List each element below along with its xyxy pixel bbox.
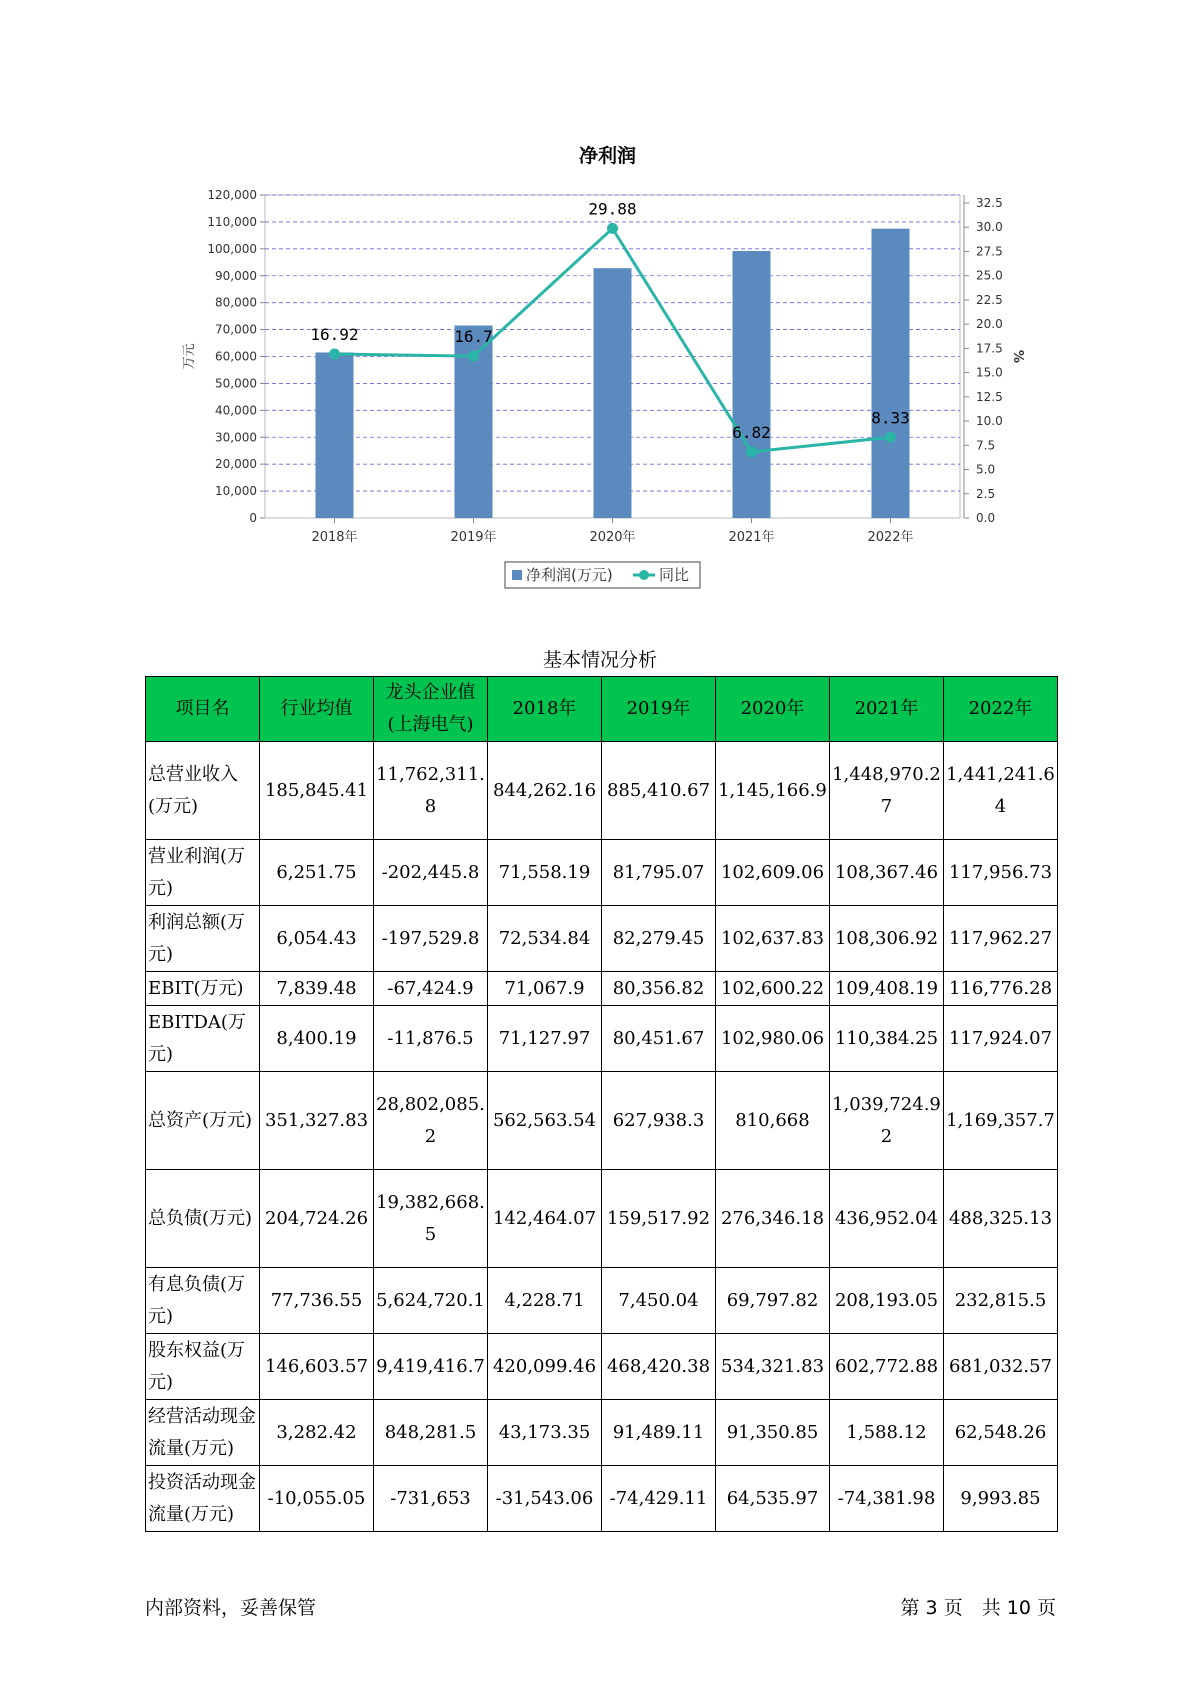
y-tick-label: 50,000 <box>215 376 257 391</box>
value-cell: 71,558.19 <box>488 840 602 906</box>
header-cell: 2021年 <box>830 677 944 742</box>
y2-tick-label: 25.0 <box>976 268 1003 283</box>
page-number: 3 <box>925 1597 938 1619</box>
yoy-point <box>607 223 618 234</box>
row-label-cell: 营业利润(万元) <box>146 840 260 906</box>
value-cell: 420,099.46 <box>488 1334 602 1400</box>
yoy-data-label: 29.88 <box>588 199 637 219</box>
row-label-cell: 股东权益(万元) <box>146 1334 260 1400</box>
y-tick-label: 40,000 <box>215 403 257 418</box>
value-cell: 208,193.05 <box>830 1268 944 1334</box>
value-cell: 1,039,724.92 <box>830 1072 944 1170</box>
y2-tick-label: 7.5 <box>976 438 996 453</box>
value-cell: 1,441,241.64 <box>944 742 1058 840</box>
y2-tick-label: 27.5 <box>976 244 1003 259</box>
y-tick-label: 80,000 <box>215 295 257 310</box>
legend-bar-swatch <box>512 570 522 580</box>
y-tick-label: 10,000 <box>215 484 257 499</box>
value-cell: 534,321.83 <box>716 1334 830 1400</box>
value-cell: 204,724.26 <box>260 1170 374 1268</box>
row-label-cell: EBIT(万元) <box>146 972 260 1006</box>
page-total: 10 <box>1006 1597 1031 1619</box>
value-cell: 1,145,166.9 <box>716 742 830 840</box>
value-cell: -31,543.06 <box>488 1466 602 1532</box>
page-suffix: 页 <box>1036 1597 1056 1619</box>
value-cell: 1,448,970.27 <box>830 742 944 840</box>
value-cell: 109,408.19 <box>830 972 944 1006</box>
y-tick-label: 0 <box>249 511 257 525</box>
y2-axis-label: % <box>1010 349 1025 364</box>
value-cell: 6,054.43 <box>260 906 374 972</box>
page-prefix: 第 <box>900 1597 920 1619</box>
value-cell: 102,980.06 <box>716 1006 830 1072</box>
value-cell: 848,281.5 <box>374 1400 488 1466</box>
y2-tick-label: 5.0 <box>976 462 996 477</box>
yoy-data-label: 6.82 <box>732 422 771 442</box>
row-label-cell: 总资产(万元) <box>146 1072 260 1170</box>
y2-tick-label: 0.0 <box>976 511 996 525</box>
value-cell: 146,603.57 <box>260 1334 374 1400</box>
y2-tick-label: 20.0 <box>976 317 1003 332</box>
table-row <box>146 1170 1058 1268</box>
value-cell: 108,367.46 <box>830 840 944 906</box>
table-row <box>146 742 1058 840</box>
value-cell: -202,445.8 <box>374 840 488 906</box>
value-cell: 108,306.92 <box>830 906 944 972</box>
table-header-row <box>146 677 1058 742</box>
row-label-cell: 总负债(万元) <box>146 1170 260 1268</box>
bar <box>872 229 910 518</box>
value-cell: -11,876.5 <box>374 1006 488 1072</box>
value-cell: 885,410.67 <box>602 742 716 840</box>
page-mid: 页 共 <box>943 1597 1001 1619</box>
header-cell: 龙头企业值(上海电气) <box>374 677 488 742</box>
value-cell: 9,993.85 <box>944 1466 1058 1532</box>
table-row <box>146 972 1058 1006</box>
legend-line-marker <box>639 570 649 580</box>
value-cell: 69,797.82 <box>716 1268 830 1334</box>
yoy-data-label: 16.7 <box>454 327 493 347</box>
header-cell: 2020年 <box>716 677 830 742</box>
y2-tick-label: 12.5 <box>976 389 1003 404</box>
table-row <box>146 1466 1058 1532</box>
value-cell: 5,624,720.1 <box>374 1268 488 1334</box>
table-row <box>146 1268 1058 1334</box>
table-row <box>146 1334 1058 1400</box>
basic-analysis-table <box>145 676 1058 1532</box>
value-cell: 64,535.97 <box>716 1466 830 1532</box>
header-cell: 2022年 <box>944 677 1058 742</box>
y2-tick-label: 2.5 <box>976 486 996 501</box>
value-cell: 77,736.55 <box>260 1268 374 1334</box>
row-label-cell: 利润总额(万元) <box>146 906 260 972</box>
row-label-cell: 有息负债(万元) <box>146 1268 260 1334</box>
yoy-point <box>885 432 896 443</box>
value-cell: 72,534.84 <box>488 906 602 972</box>
value-cell: 468,420.38 <box>602 1334 716 1400</box>
value-cell: 81,795.07 <box>602 840 716 906</box>
yoy-point <box>468 351 479 362</box>
value-cell: 91,489.11 <box>602 1400 716 1466</box>
bar <box>733 251 771 518</box>
value-cell: 488,325.13 <box>944 1170 1058 1268</box>
yoy-point <box>746 446 757 457</box>
yoy-data-label: 8.33 <box>871 408 910 428</box>
y2-tick-label: 17.5 <box>976 341 1003 356</box>
value-cell: 82,279.45 <box>602 906 716 972</box>
table-row <box>146 906 1058 972</box>
value-cell: -74,429.11 <box>602 1466 716 1532</box>
y-tick-label: 60,000 <box>215 349 257 364</box>
y2-tick-label: 15.0 <box>976 365 1003 380</box>
footer-page-info <box>900 1593 1056 1620</box>
y-tick-label: 30,000 <box>215 430 257 445</box>
value-cell: 844,262.16 <box>488 742 602 840</box>
y-tick-label: 120,000 <box>207 188 257 202</box>
value-cell: 142,464.07 <box>488 1170 602 1268</box>
yoy-point <box>329 349 340 360</box>
value-cell: 71,067.9 <box>488 972 602 1006</box>
value-cell: 43,173.35 <box>488 1400 602 1466</box>
value-cell: 7,839.48 <box>260 972 374 1006</box>
value-cell: 8,400.19 <box>260 1006 374 1072</box>
value-cell: 810,668 <box>716 1072 830 1170</box>
value-cell: 28,802,085.2 <box>374 1072 488 1170</box>
header-cell: 2019年 <box>602 677 716 742</box>
value-cell: 19,382,668.5 <box>374 1170 488 1268</box>
value-cell: -731,653 <box>374 1466 488 1532</box>
value-cell: 71,127.97 <box>488 1006 602 1072</box>
y2-tick-label: 10.0 <box>976 414 1003 429</box>
value-cell: 80,356.82 <box>602 972 716 1006</box>
value-cell: 102,609.06 <box>716 840 830 906</box>
value-cell: 4,228.71 <box>488 1268 602 1334</box>
value-cell: 681,032.57 <box>944 1334 1058 1400</box>
legend-line-label: 同比 <box>659 566 690 584</box>
footer-confidential: 内部资料，妥善保管 <box>145 1597 317 1619</box>
value-cell: 9,419,416.7 <box>374 1334 488 1400</box>
value-cell: 7,450.04 <box>602 1268 716 1334</box>
row-label-cell: 经营活动现金流量(万元) <box>146 1400 260 1466</box>
chart-title: 净利润 <box>578 145 637 167</box>
value-cell: 117,962.27 <box>944 906 1058 972</box>
x-tick-label: 2020年 <box>589 530 636 545</box>
value-cell: 91,350.85 <box>716 1400 830 1466</box>
table-row <box>146 840 1058 906</box>
value-cell: 80,451.67 <box>602 1006 716 1072</box>
value-cell: 232,815.5 <box>944 1268 1058 1334</box>
x-tick-label: 2021年 <box>728 530 775 545</box>
y2-tick-label: 30.0 <box>976 220 1003 235</box>
bar <box>316 352 354 518</box>
bar <box>594 268 632 518</box>
value-cell: -67,424.9 <box>374 972 488 1006</box>
value-cell: 1,588.12 <box>830 1400 944 1466</box>
header-cell: 2018年 <box>488 677 602 742</box>
value-cell: 11,762,311.8 <box>374 742 488 840</box>
y2-tick-label: 32.5 <box>976 196 1003 210</box>
y-tick-label: 20,000 <box>215 457 257 472</box>
y-tick-label: 70,000 <box>215 322 257 337</box>
value-cell: 102,637.83 <box>716 906 830 972</box>
value-cell: 185,845.41 <box>260 742 374 840</box>
net-profit-chart <box>0 0 1191 600</box>
table-row <box>146 1006 1058 1072</box>
value-cell: 602,772.88 <box>830 1334 944 1400</box>
value-cell: 116,776.28 <box>944 972 1058 1006</box>
value-cell: 117,924.07 <box>944 1006 1058 1072</box>
value-cell: -197,529.8 <box>374 906 488 972</box>
row-label-cell: 投资活动现金流量(万元) <box>146 1466 260 1532</box>
y-tick-label: 90,000 <box>215 268 257 283</box>
value-cell: 117,956.73 <box>944 840 1058 906</box>
value-cell: -74,381.98 <box>830 1466 944 1532</box>
y2-tick-label: 22.5 <box>976 292 1003 307</box>
value-cell: 62,548.26 <box>944 1400 1058 1466</box>
row-label-cell: 总营业收入(万元) <box>146 742 260 840</box>
value-cell: 276,346.18 <box>716 1170 830 1268</box>
value-cell: 1,169,357.7 <box>944 1072 1058 1170</box>
y-tick-label: 100,000 <box>207 241 257 256</box>
value-cell: -10,055.05 <box>260 1466 374 1532</box>
x-tick-label: 2022年 <box>867 530 914 545</box>
value-cell: 3,282.42 <box>260 1400 374 1466</box>
table-title: 基本情况分析 <box>542 649 657 671</box>
y-tick-label: 110,000 <box>207 214 257 229</box>
value-cell: 436,952.04 <box>830 1170 944 1268</box>
value-cell: 351,327.83 <box>260 1072 374 1170</box>
value-cell: 102,600.22 <box>716 972 830 1006</box>
yoy-data-label: 16.92 <box>310 325 359 345</box>
legend-bar-label: 净利润(万元) <box>526 566 613 584</box>
value-cell: 6,251.75 <box>260 840 374 906</box>
x-tick-label: 2018年 <box>311 530 358 545</box>
value-cell: 110,384.25 <box>830 1006 944 1072</box>
value-cell: 562,563.54 <box>488 1072 602 1170</box>
row-label-cell: EBITDA(万元) <box>146 1006 260 1072</box>
header-cell: 行业均值 <box>260 677 374 742</box>
table-row <box>146 1072 1058 1170</box>
y-axis-label: 万元 <box>182 343 197 370</box>
table-row <box>146 1400 1058 1466</box>
value-cell: 627,938.3 <box>602 1072 716 1170</box>
header-cell: 项目名 <box>146 677 260 742</box>
value-cell: 159,517.92 <box>602 1170 716 1268</box>
x-tick-label: 2019年 <box>450 530 497 545</box>
